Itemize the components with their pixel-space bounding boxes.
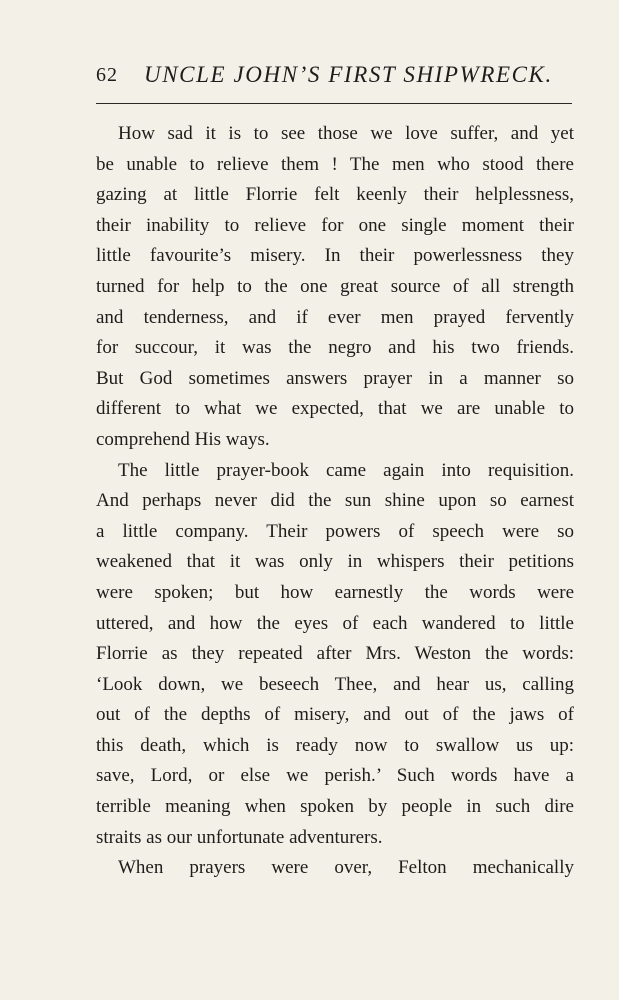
text-line: their inability to relieve for one single moment their <box>96 214 574 236</box>
text-line: How sad it is to see those we love suffer, and yet <box>118 123 574 144</box>
text-line: comprehend His ways. <box>96 428 270 450</box>
text-line: a little company. Their powers of speech were so <box>96 520 574 542</box>
text-line: out of the depths of misery, and out of the jaws of <box>96 704 574 726</box>
text-line: weakened that it was only in whispers their petitions <box>96 551 574 573</box>
body-text <box>96 119 574 884</box>
text-line: The little prayer-book came again into requisition. <box>118 459 574 481</box>
text-line: were spoken; but how earnestly the words were <box>96 581 574 603</box>
text-line: and tenderness, and if ever men prayed fervently <box>96 306 574 328</box>
text-line: little favourite’s misery. In their powerlessness they <box>96 245 574 267</box>
text-line: When prayers were over, Felton mechanically <box>118 857 574 879</box>
text-line: this death, which is ready now to swallow us up: <box>96 734 574 756</box>
text-line: ‘Look down, we beseech Thee, and hear us, calling <box>96 673 574 695</box>
text-line: for succour, it was the negro and his two friends. <box>96 337 574 359</box>
text-line: turned for help to the one great source of all strength <box>96 275 574 297</box>
text-line: be unable to relieve them ! The men who stood there <box>96 153 574 175</box>
text-line: gazing at little Florrie felt keenly their helplessness, <box>96 184 574 206</box>
header-rule <box>96 103 572 104</box>
text-line: save, Lord, or else we perish.’ Such words have a <box>96 765 574 787</box>
page-header <box>96 62 572 94</box>
text-line: straits as our unfortunate adventurers. <box>96 826 383 848</box>
text-line: But God sometimes answers prayer in a manner so <box>96 367 574 389</box>
running-title: UNCLE JOHN’S FIRST SHIPWRECK. <box>144 62 553 87</box>
page-number: 62 <box>96 64 118 86</box>
text-line: uttered, and how the eyes of each wandered to little <box>96 612 574 634</box>
text-line: different to what we expected, that we are unable to <box>96 398 574 420</box>
text-line: terrible meaning when spoken by people in such dire <box>96 796 574 818</box>
text-line: And perhaps never did the sun shine upon so earnest <box>96 490 574 512</box>
text-line: Florrie as they repeated after Mrs. Weston the words: <box>96 643 574 665</box>
